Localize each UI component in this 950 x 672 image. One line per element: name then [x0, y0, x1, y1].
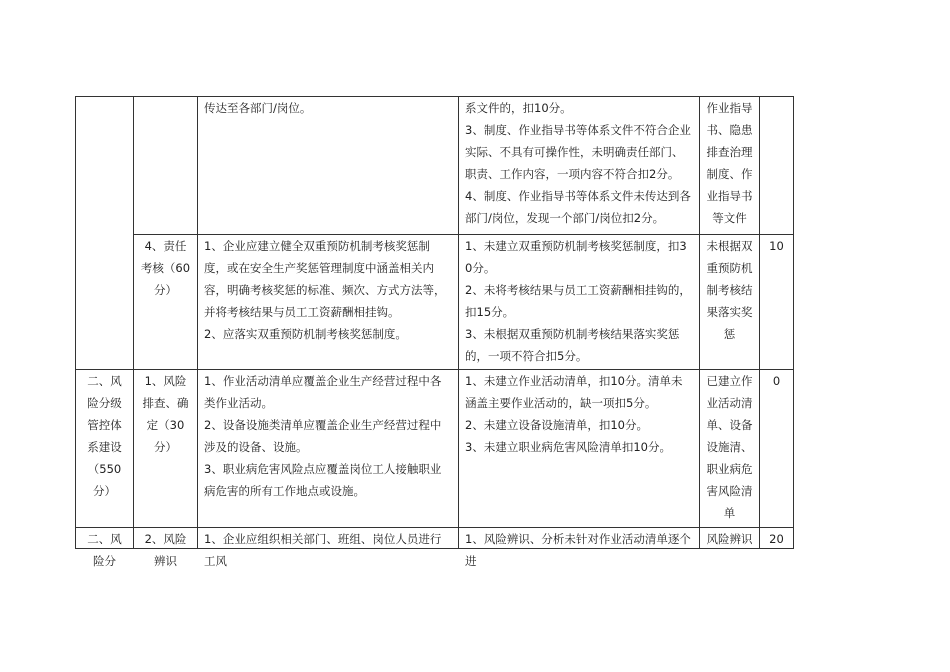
table-row [76, 370, 794, 528]
score-cell [760, 97, 794, 235]
score-cell: 0 [760, 370, 794, 528]
item-cell: 1、风险排查、确定（30分） [134, 370, 198, 528]
criteria-cell: 传达至各部门/岗位。 [198, 97, 459, 235]
deduction-cell: 1、风险辨识、分析未针对作业活动清单逐个进 [459, 528, 700, 549]
evidence-cell: 已建立作业活动清单、设备设施清、职业病危害风险清单 [700, 370, 760, 528]
category-cell [76, 97, 134, 370]
deduction-cell: 1、未建立作业活动清单，扣10分。清单未涵盖主要作业活动的，缺一项扣5分。 2、未建立设备设施清单，扣10分。 3、未建立职业病危害风险清单扣10分。 [459, 370, 700, 528]
evidence-cell: 未根据双重预防机制考核结果落实奖惩 [700, 235, 760, 370]
evidence-cell: 作业指导书、隐患排查治理制度、作业指导书等文件 [700, 97, 760, 235]
score-cell: 10 [760, 235, 794, 370]
criteria-cell: 1、作业活动清单应覆盖企业生产经营过程中各类作业活动。 2、设备设施类清单应覆盖企业生产经营过程中涉及的设备、设施。 3、职业病危害风险点应覆盖岗位工人接触职业病危害的所有工作地点或设施。 [198, 370, 459, 528]
item-cell: 2、风险辨识 [134, 528, 198, 549]
deduction-cell: 系文件的，扣10分。 3、制度、作业指导书等体系文件不符合企业实际、不具有可操作性，未明确责任部门、职责、工作内容，一项内容不符合扣2分。 4、制度、作业指导书等体系文件未传达到各部门/岗位，发现一个部门/岗位扣2分。 [459, 97, 700, 235]
score-cell: 20 [760, 528, 794, 549]
table-row [76, 528, 794, 549]
evaluation-table [75, 96, 794, 568]
deduction-cell: 1、未建立双重预防机制考核奖惩制度，扣30分。 2、未将考核结果与员工工资薪酬相挂钩的，扣15分。 3、未根据双重预防机制考核结果落实奖惩的，一项不符合扣5分。 [459, 235, 700, 370]
category-cell: 二、风险分级管控体系建设（550分） [76, 370, 134, 528]
criteria-cell: 1、企业应组织相关部门、班组、岗位人员进行工风 [198, 528, 459, 549]
table-row [76, 97, 794, 235]
evidence-cell: 风险辨识 [700, 528, 760, 549]
item-cell: 4、责任考核（60分） [134, 235, 198, 370]
table-row [76, 235, 794, 370]
criteria-cell: 1、企业应建立健全双重预防机制考核奖惩制度，或在安全生产奖惩管理制度中涵盖相关内容，明确考核奖惩的标准、频次、方式方法等，并将考核结果与员工工资薪酬相挂钩。 2、应落实双重预防机制考核奖惩制度。 [198, 235, 459, 370]
item-cell [134, 97, 198, 235]
category-cell: 二、风险分 [76, 528, 134, 549]
